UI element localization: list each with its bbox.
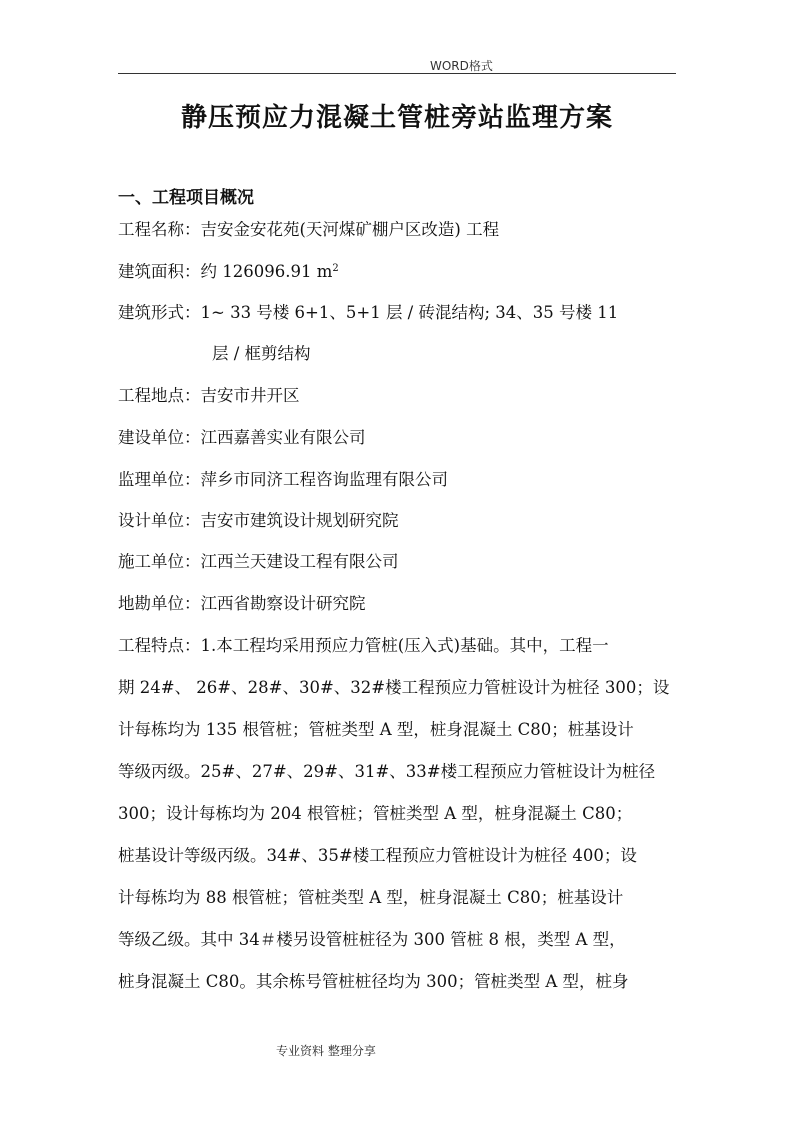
project-name-line: 工程名称：吉安金安花苑(天河煤矿棚户区改造) 工程 — [118, 220, 500, 239]
area-unit-superscript: 2 — [332, 263, 339, 274]
page-header: WORD格式 — [430, 59, 493, 73]
building-form-line-2: 层 / 框剪结构 — [212, 344, 311, 363]
features-line-2: 期 24#、 26#、28#、30#、32#楼工程预应力管桩设计为桩径 300；设 — [118, 678, 670, 697]
building-area-line — [118, 262, 339, 282]
features-line-1: 工程特点：1.本工程均采用预应力管桩(压入式)基础。其中，工程一 — [118, 636, 609, 655]
features-line-4: 等级丙级。25#、27#、29#、31#、33#楼工程预应力管桩设计为桩径 — [118, 762, 656, 781]
construction-unit-line: 施工单位：江西兰天建设工程有限公司 — [118, 552, 399, 571]
survey-unit-line: 地勘单位：江西省勘察设计研究院 — [118, 594, 366, 613]
header-divider — [118, 73, 676, 74]
features-line-5: 300；设计每栋均为 204 根管桩；管桩类型 A 型，桩身混凝土 C80； — [118, 804, 633, 823]
features-line-6: 桩基设计等级丙级。34#、35#楼工程预应力管桩设计为桩径 400；设 — [118, 846, 637, 865]
building-form-line-1: 建筑形式：1~ 33 号楼 6+1、5+1 层 / 砖混结构; 34、35 号楼 11 — [118, 303, 619, 322]
features-line-7: 计每栋均为 88 根管桩；管桩类型 A 型，桩身混凝土 C80；桩基设计 — [118, 888, 624, 907]
building-area-text: 建筑面积：约 126096.91 m — [118, 262, 333, 281]
features-line-8: 等级乙级。其中 34＃楼另设管桩桩径为 300 管桩 8 根，类型 A 型， — [118, 930, 626, 949]
section-heading: 一、工程项目概况 — [118, 188, 254, 208]
supervisor-unit-line: 监理单位：萍乡市同济工程咨询监理有限公司 — [118, 470, 448, 489]
project-location-line: 工程地点：吉安市井开区 — [118, 386, 300, 405]
builder-unit-line: 建设单位：江西嘉善实业有限公司 — [118, 428, 366, 447]
document-title: 静压预应力混凝土管桩旁站监理方案 — [180, 103, 613, 133]
features-line-3: 计每栋均为 135 根管桩；管桩类型 A 型，桩身混凝土 C80；桩基设计 — [118, 720, 634, 739]
features-line-9: 桩身混凝土 C80。其余栋号管桩桩径均为 300；管桩类型 A 型，桩身 — [118, 972, 629, 991]
design-unit-line: 设计单位：吉安市建筑设计规划研究院 — [118, 511, 399, 530]
page-footer: 专业资料 整理分享 — [276, 1044, 376, 1058]
